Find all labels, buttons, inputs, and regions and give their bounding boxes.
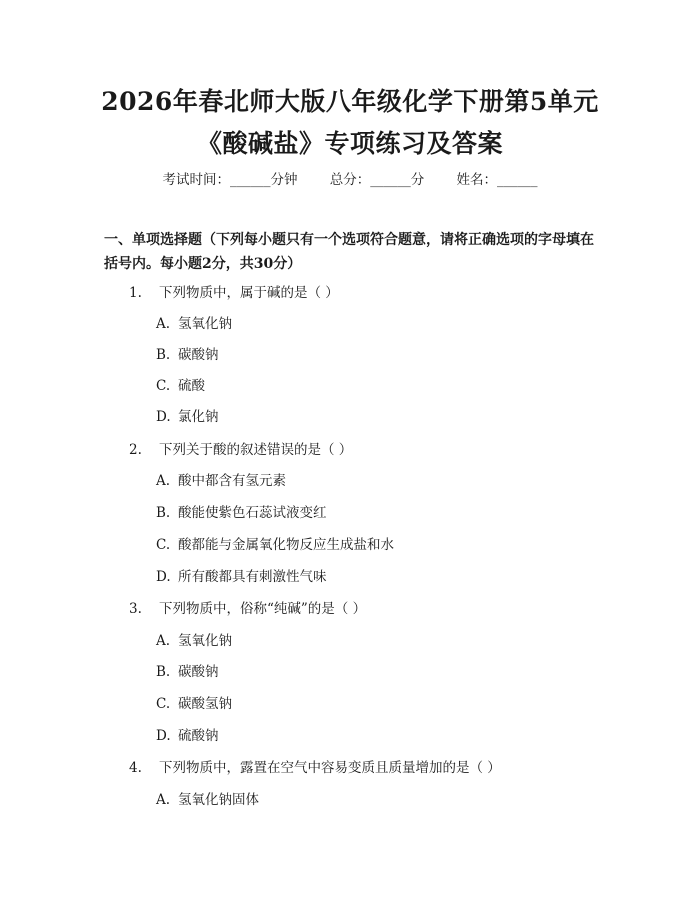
total-score-label: 总分： (329, 172, 371, 188)
option-letter: B. (156, 347, 171, 363)
option-text: 所有酸都具有刺激性气味 (178, 569, 327, 585)
question-3 (129, 599, 366, 619)
document-title-line2: 《酸碱盐》专项练习及答案 (196, 129, 503, 158)
question-number: 2. (129, 442, 142, 458)
exam-info-row (0, 168, 700, 188)
option-text: 酸中都含有氢元素 (178, 473, 286, 489)
option-1a (156, 314, 232, 334)
option-3a (156, 631, 232, 651)
student-name (457, 172, 538, 188)
option-letter: C. (156, 378, 171, 394)
option-letter: A. (156, 792, 171, 808)
total-score-unit: 分 (410, 172, 425, 188)
option-text: 硫酸 (178, 378, 205, 394)
student-name-blank: ______ (497, 172, 538, 188)
option-text: 碳酸钠 (178, 347, 219, 363)
option-letter: D. (156, 409, 171, 425)
question-number: 4. (129, 760, 142, 776)
option-1b (156, 345, 219, 365)
student-name-label: 姓名： (456, 172, 498, 188)
option-4a (156, 790, 259, 810)
exam-time-blank: ______ (229, 172, 271, 188)
question-stem: 下列物质中，俗称“纯碱”的是（ ） (159, 601, 367, 617)
option-2c (156, 535, 394, 555)
option-3c (156, 694, 232, 714)
option-2a (156, 471, 286, 491)
option-text: 硫酸钠 (178, 728, 219, 744)
option-text: 酸能使紫色石蕊试液变红 (178, 505, 327, 521)
option-3b (156, 662, 219, 682)
option-2d (156, 567, 327, 587)
option-1c (156, 376, 205, 396)
exam-time-unit: 分钟 (270, 172, 298, 188)
total-score-blank: ______ (370, 172, 411, 188)
question-1 (129, 283, 339, 303)
question-number: 1. (129, 285, 142, 301)
document-title-line1: 2026年春北师大版八年级化学下册第5单元 (101, 87, 599, 116)
question-4 (129, 758, 501, 778)
exam-time (162, 172, 297, 188)
section-heading: 一、单项选择题（下列每小题只有一个选项符合题意，请将正确选项的字母填在括号内。每小题2分，共30分） (104, 232, 594, 272)
question-stem: 下列物质中，属于碱的是（ ） (159, 285, 339, 301)
question-stem: 下列关于酸的叙述错误的是（ ） (159, 442, 353, 458)
option-letter: B. (156, 664, 171, 680)
exam-time-label: 考试时间： (162, 172, 230, 188)
option-text: 氯化钠 (178, 409, 219, 425)
option-text: 酸都能与金属氧化物反应生成盐和水 (178, 537, 394, 553)
question-stem: 下列物质中，露置在空气中容易变质且质量增加的是（ ） (159, 760, 501, 776)
option-letter: A. (156, 633, 171, 649)
option-letter: C. (156, 696, 171, 712)
option-letter: A. (156, 473, 171, 489)
option-letter: D. (156, 569, 171, 585)
option-text: 氢氧化钠 (178, 316, 232, 332)
option-letter: A. (156, 316, 171, 332)
question-2 (129, 440, 352, 460)
option-text: 碳酸氢钠 (178, 696, 232, 712)
option-text: 氢氧化钠固体 (178, 792, 259, 808)
option-letter: B. (156, 505, 171, 521)
question-number: 3. (129, 601, 142, 617)
option-text: 氢氧化钠 (178, 633, 232, 649)
option-2b (156, 503, 327, 523)
total-score (330, 172, 425, 188)
option-1d (156, 407, 219, 427)
option-text: 碳酸钠 (178, 664, 219, 680)
option-letter: D. (156, 728, 171, 744)
option-letter: C. (156, 537, 171, 553)
option-3d (156, 726, 219, 746)
